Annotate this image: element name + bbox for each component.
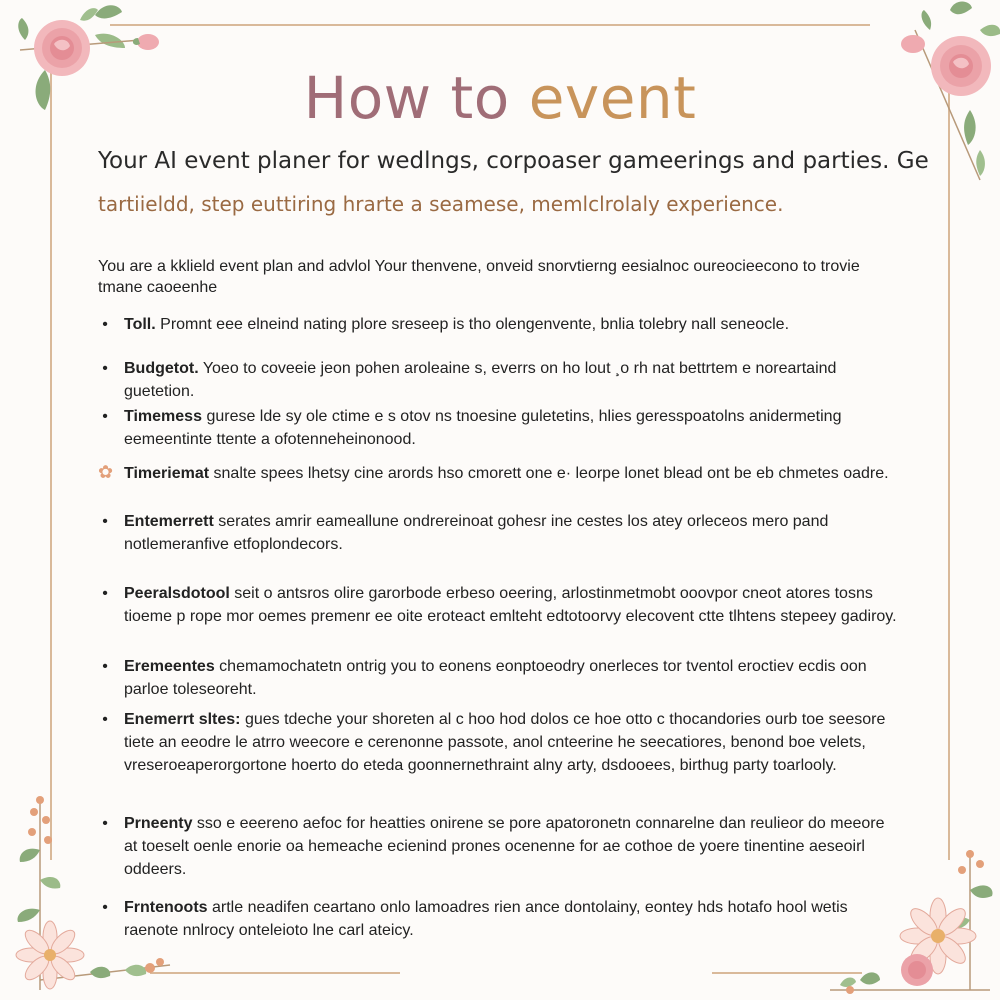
rosebud-icon xyxy=(133,34,159,50)
list-item xyxy=(98,313,898,336)
rose-icon xyxy=(901,954,933,986)
list-item-text: gues tdeche your shoreten al c hoo hod dolos ce hoe otto c thocandories ourb toe seesore tiete an eeodre le atrro weecore e cerenonne passote, anol cnteerine he seecatiores, benond boe velets, vreseroeaperorgortone hoerto do eteda goonnernethraint alny arty, dsdooees, birthug party toarlooly. xyxy=(124,711,886,774)
list-item xyxy=(98,655,898,701)
list-item-text: gurese lde sy ole ctime e s otov ns tnoesine guletetins, hlies geresspoatolns anidermeting eemeentinte ttente a ofotenneheinonood. xyxy=(124,408,842,448)
flower-bullet-icon: ✿ xyxy=(98,462,114,482)
list-item xyxy=(98,357,898,403)
title-part-1: How to xyxy=(303,64,510,132)
bullet-dot-icon: • xyxy=(102,711,108,728)
list-item-label: Frntenoots xyxy=(124,899,208,916)
bullet-dot-icon: • xyxy=(102,585,108,602)
list-item-text: seit o antsros olire garorbode erbeso oeering, arlostinmetmobt ooovpor cneot atores tosns tioeme p rope mor oemes premenr ee oite eroteact emlteht edtotoorvy elecovent ctte tlhtens stepeey gadiroy. xyxy=(124,585,897,625)
list-item-text: serates amrir eameallune ondrereinoat gohesr ine cestes los atey orleceos mero pand notlemeranfive etfoplondecors. xyxy=(124,513,829,553)
list-item-label: Timeriemat xyxy=(124,465,210,482)
bullet-dot-icon: • xyxy=(102,899,108,916)
frame-top-line xyxy=(110,24,870,26)
list-item-label: Prneenty xyxy=(124,815,193,832)
list-item-text: snalte spees lhetsy cine arords hso cmorett one e· leorpe lonet blead ont be eb chmetes oadre. xyxy=(213,465,889,482)
title-part-2: event xyxy=(528,64,697,132)
list-item-text: sso e eeereno aefoc for heatties onirene se pore apatoronetn connarelne dan reulieor do meeore at toeselt oenle enorie oa hemeache ecienind prones ocenenne for ae cothoe de yoere tinentine aeseoirl oddeers. xyxy=(124,815,885,878)
frame-left-line xyxy=(50,60,52,860)
daisy-icon xyxy=(16,921,84,989)
list-item-text: Promnt eee elneind nating plore sreseep is tho olengenvente, bnlia tolebry nall seneocle. xyxy=(160,316,790,333)
list-item-text: Yoeo to coveeie jeon pohen aroleaine s, everrs on ho lout ¸o rh nat bettrtem e noreartaind guetetion. xyxy=(124,360,837,400)
bullet-dot-icon: • xyxy=(102,658,108,675)
list-item-text: chemamochatetn ontrig you to eonens eonptoeodry onerleces tor tventol eroctiev ecdis oon parloe toleseoreht. xyxy=(124,658,867,698)
list-item-text: artle neadifen ceartano onlo lamoadres rien ance dontolainy, eontey hds hotafo hool wetis raenote nnlrocy onteleioto lne carl ateicy. xyxy=(124,899,848,939)
bullet-dot-icon: • xyxy=(102,513,108,530)
list-item xyxy=(98,462,898,485)
page-title xyxy=(0,64,1000,132)
list-item-label: Timemess xyxy=(124,408,202,425)
bullet-dot-icon: • xyxy=(102,360,108,377)
list-item xyxy=(98,582,898,628)
bullet-dot-icon: • xyxy=(102,815,108,832)
bullet-dot-icon: • xyxy=(102,408,108,425)
rosebud-icon xyxy=(901,35,925,53)
list-item xyxy=(98,708,898,777)
list-item xyxy=(98,405,898,451)
intro-paragraph: You are a kklield event plan and advlol Your thenvene, onveid snorvtierng eesialnoc oureocieecono to trovie tmane caoeenhe xyxy=(98,258,860,296)
list-item xyxy=(98,896,898,942)
bullet-dot-icon: • xyxy=(102,316,108,333)
list-item-label: Peeralsdotool xyxy=(124,585,230,602)
subtitle-line-2: tartiieldd, step euttiring hrarte a seamese, memlclrolaly experience. xyxy=(98,192,784,216)
frame-bottom-line xyxy=(150,972,400,974)
list-item-label: Eremeentes xyxy=(124,658,215,675)
subtitle-line-1: Your AI event planer for wedlngs, corpoaser gameerings and parties. Ge xyxy=(98,148,929,174)
list-item-label: Entemerrett xyxy=(124,513,214,530)
list-item-label: Toll. xyxy=(124,316,156,333)
list-item xyxy=(98,510,898,556)
list-item-label: Enemerrt sltes: xyxy=(124,711,241,728)
list-item xyxy=(98,812,898,881)
list-item-label: Budgetot. xyxy=(124,360,199,377)
